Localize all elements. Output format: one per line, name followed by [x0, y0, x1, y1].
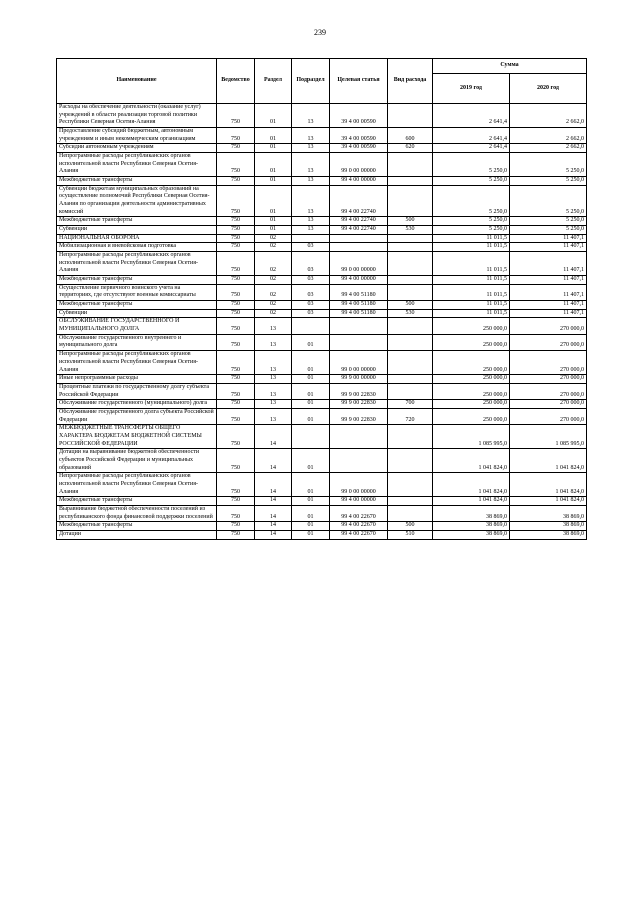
row-target: 99 4 00 00000	[330, 276, 388, 285]
row-section: 02	[255, 276, 292, 285]
row-subsection: 01	[292, 408, 330, 424]
row-value-2019: 11 011,5	[433, 276, 510, 285]
row-target: 99 4 00 22670	[330, 530, 388, 539]
row-subsection: 01	[292, 400, 330, 409]
row-subsection: 13	[292, 128, 330, 144]
row-name: Осуществление первичного воинского учета на территориях, где отсутствуют военные комиссариаты	[57, 284, 217, 300]
row-value-2019: 11 011,5	[433, 309, 510, 318]
row-subsection: 03	[292, 301, 330, 310]
row-subsection: 01	[292, 497, 330, 506]
row-target: 99 0 00 00000	[330, 252, 388, 276]
row-name: Непрограммные расходы республиканских органов исполнительной власти Республики Северная Осетия-Алания	[57, 351, 217, 375]
row-value-2020: 38 869,0	[510, 530, 587, 539]
row-expense: 510	[388, 530, 433, 539]
row-subsection: 13	[292, 104, 330, 128]
row-ministry: 750	[217, 530, 255, 539]
row-expense: 530	[388, 309, 433, 318]
row-expense	[388, 243, 433, 252]
row-ministry: 750	[217, 375, 255, 384]
row-ministry: 750	[217, 177, 255, 186]
row-section: 02	[255, 243, 292, 252]
row-subsection: 03	[292, 243, 330, 252]
row-value-2019: 250 000,0	[433, 318, 510, 334]
table-row	[57, 383, 587, 399]
row-expense	[388, 177, 433, 186]
row-expense	[388, 351, 433, 375]
row-name: Субвенции бюджетам муниципальных образований на осуществление полномочий Республики Северная Осетия-Алания по организации деятельности административных комиссий	[57, 185, 217, 217]
row-ministry: 750	[217, 234, 255, 243]
row-expense	[388, 505, 433, 521]
row-value-2020: 11 407,1	[510, 301, 587, 310]
row-name: Выравнивание бюджетной обеспеченности поселений из республиканского фонда финансовой поддержки поселений	[57, 505, 217, 521]
row-value-2020: 270 000,0	[510, 383, 587, 399]
row-target: 39 4 00 00590	[330, 104, 388, 128]
row-expense: 600	[388, 128, 433, 144]
row-name: Дотации	[57, 530, 217, 539]
row-value-2019: 1 041 824,0	[433, 473, 510, 497]
row-value-2019: 5 250,0	[433, 177, 510, 186]
row-expense	[388, 276, 433, 285]
table-row	[57, 217, 587, 226]
header-name: Наименование	[57, 59, 217, 104]
row-target: 99 4 00 51180	[330, 301, 388, 310]
row-value-2019: 2 641,4	[433, 144, 510, 153]
row-target: 99 4 00 51180	[330, 309, 388, 318]
row-value-2020: 1 041 824,0	[510, 497, 587, 506]
row-section: 13	[255, 318, 292, 334]
page-number: 239	[314, 28, 326, 37]
row-value-2020: 5 250,0	[510, 153, 587, 177]
row-section: 13	[255, 351, 292, 375]
table-row	[57, 243, 587, 252]
row-value-2019: 2 641,4	[433, 128, 510, 144]
row-ministry: 750	[217, 449, 255, 473]
row-section: 14	[255, 497, 292, 506]
row-section: 01	[255, 185, 292, 217]
row-name: Расходы на обеспечение деятельности (оказание услуг) учреждений в области реализации торговой политики Республики Северная Осетия-Алания	[57, 104, 217, 128]
header-target: Целевая статья	[330, 59, 388, 104]
row-target	[330, 243, 388, 252]
row-target	[330, 449, 388, 473]
row-value-2020: 270 000,0	[510, 351, 587, 375]
row-expense: 500	[388, 217, 433, 226]
row-ministry: 750	[217, 383, 255, 399]
row-target: 99 0 00 00000	[330, 153, 388, 177]
row-name: Непрограммные расходы республиканских органов исполнительной власти Республики Северная Осетия-Алания	[57, 252, 217, 276]
row-expense	[388, 284, 433, 300]
row-target	[330, 334, 388, 350]
row-value-2019: 11 011,5	[433, 243, 510, 252]
row-expense	[388, 425, 433, 449]
row-value-2019: 250 000,0	[433, 375, 510, 384]
row-section: 14	[255, 530, 292, 539]
row-section: 13	[255, 383, 292, 399]
row-value-2019: 5 250,0	[433, 217, 510, 226]
table-row	[57, 449, 587, 473]
row-value-2019: 5 250,0	[433, 153, 510, 177]
row-value-2020: 5 250,0	[510, 217, 587, 226]
row-subsection: 01	[292, 449, 330, 473]
row-name: МЕЖБЮДЖЕТНЫЕ ТРАНСФЕРТЫ ОБЩЕГО ХАРАКТЕРА БЮДЖЕТАМ БЮДЖЕТНОЙ СИСТЕМЫ РОССИЙСКОЙ ФЕДЕРАЦИИ	[57, 425, 217, 449]
row-section: 02	[255, 284, 292, 300]
row-name: Непрограммные расходы республиканских органов исполнительной власти Республики Северная Осетия-Алания	[57, 153, 217, 177]
row-name: Субвенции	[57, 309, 217, 318]
table-row	[57, 185, 587, 217]
row-name: Дотации на выравнивание бюджетной обеспеченности субъектов Российской Федерации и муниципальных образований	[57, 449, 217, 473]
row-expense: 500	[388, 522, 433, 531]
row-ministry: 750	[217, 473, 255, 497]
row-value-2020: 1 041 824,0	[510, 473, 587, 497]
row-value-2019: 11 011,5	[433, 284, 510, 300]
row-target	[330, 234, 388, 243]
row-expense	[388, 234, 433, 243]
row-name: Субвенции	[57, 226, 217, 235]
row-subsection: 13	[292, 226, 330, 235]
row-target: 99 9 00 22830	[330, 383, 388, 399]
row-target: 99 9 00 00000	[330, 375, 388, 384]
row-value-2019: 38 869,0	[433, 530, 510, 539]
row-expense	[388, 497, 433, 506]
row-ministry: 750	[217, 276, 255, 285]
row-name: Субсидии автономным учреждениям	[57, 144, 217, 153]
table-row	[57, 334, 587, 350]
table-header	[57, 59, 587, 104]
row-ministry: 750	[217, 425, 255, 449]
row-target: 99 4 00 22740	[330, 226, 388, 235]
row-section: 01	[255, 144, 292, 153]
row-ministry: 750	[217, 128, 255, 144]
row-name: Межбюджетные трансферты	[57, 177, 217, 186]
row-ministry: 750	[217, 522, 255, 531]
row-section: 13	[255, 334, 292, 350]
row-subsection: 03	[292, 252, 330, 276]
row-value-2019: 5 250,0	[433, 185, 510, 217]
row-subsection: 03	[292, 309, 330, 318]
row-section: 14	[255, 522, 292, 531]
row-value-2019: 1 041 824,0	[433, 449, 510, 473]
row-ministry: 750	[217, 334, 255, 350]
row-section: 14	[255, 505, 292, 521]
table-row	[57, 153, 587, 177]
table-row	[57, 522, 587, 531]
row-subsection: 13	[292, 185, 330, 217]
row-subsection	[292, 318, 330, 334]
row-name: ОБСЛУЖИВАНИЕ ГОСУДАРСТВЕННОГО И МУНИЦИПАЛЬНОГО ДОЛГА	[57, 318, 217, 334]
header-subsection: Подраздел	[292, 59, 330, 104]
row-target: 39 4 00 00590	[330, 128, 388, 144]
row-subsection: 01	[292, 505, 330, 521]
row-value-2020: 5 250,0	[510, 185, 587, 217]
row-name: Обслуживание государственного внутреннего и муниципального долга	[57, 334, 217, 350]
row-target: 99 4 00 00000	[330, 497, 388, 506]
row-subsection: 13	[292, 153, 330, 177]
row-value-2019: 250 000,0	[433, 334, 510, 350]
row-value-2020: 2 662,0	[510, 104, 587, 128]
table-row	[57, 425, 587, 449]
row-value-2020: 5 250,0	[510, 226, 587, 235]
row-value-2019: 2 641,4	[433, 104, 510, 128]
row-value-2020: 11 407,1	[510, 284, 587, 300]
row-subsection: 03	[292, 276, 330, 285]
row-value-2020: 2 662,0	[510, 128, 587, 144]
row-target: 99 4 00 22670	[330, 505, 388, 521]
header-sum: Сумма	[433, 59, 587, 74]
row-target: 99 0 00 00000	[330, 351, 388, 375]
row-value-2019: 1 085 995,0	[433, 425, 510, 449]
table-row	[57, 497, 587, 506]
row-value-2019: 250 000,0	[433, 351, 510, 375]
row-section: 13	[255, 400, 292, 409]
row-subsection: 01	[292, 383, 330, 399]
row-value-2019: 250 000,0	[433, 383, 510, 399]
row-subsection: 01	[292, 522, 330, 531]
row-section: 02	[255, 301, 292, 310]
row-expense: 530	[388, 226, 433, 235]
table-row	[57, 530, 587, 539]
row-value-2020: 11 407,1	[510, 243, 587, 252]
header-expense: Вид расхода	[388, 59, 433, 104]
row-value-2020: 1 085 995,0	[510, 425, 587, 449]
row-section: 01	[255, 217, 292, 226]
row-ministry: 750	[217, 252, 255, 276]
row-target: 99 0 00 00000	[330, 473, 388, 497]
row-ministry: 750	[217, 497, 255, 506]
row-ministry: 750	[217, 318, 255, 334]
row-name: Мобилизационная и вневойсковая подготовка	[57, 243, 217, 252]
header-ministry: Ведомство	[217, 59, 255, 104]
row-section: 01	[255, 128, 292, 144]
table-row	[57, 505, 587, 521]
row-expense	[388, 375, 433, 384]
row-subsection	[292, 234, 330, 243]
row-expense	[388, 252, 433, 276]
row-subsection: 13	[292, 144, 330, 153]
table-row	[57, 375, 587, 384]
row-subsection: 13	[292, 177, 330, 186]
row-name: Межбюджетные трансферты	[57, 497, 217, 506]
table-row	[57, 276, 587, 285]
row-value-2020: 5 250,0	[510, 177, 587, 186]
row-target: 99 9 00 22830	[330, 408, 388, 424]
budget-table	[56, 58, 587, 540]
row-section: 02	[255, 309, 292, 318]
row-ministry: 750	[217, 351, 255, 375]
table-row	[57, 301, 587, 310]
row-ministry: 750	[217, 185, 255, 217]
row-ministry: 750	[217, 301, 255, 310]
row-value-2020: 2 662,0	[510, 144, 587, 153]
row-expense	[388, 104, 433, 128]
row-value-2020: 270 000,0	[510, 318, 587, 334]
row-expense: 620	[388, 144, 433, 153]
row-subsection	[292, 425, 330, 449]
row-expense	[388, 334, 433, 350]
row-target: 99 4 00 22740	[330, 217, 388, 226]
row-section: 01	[255, 177, 292, 186]
table-row	[57, 226, 587, 235]
row-ministry: 750	[217, 226, 255, 235]
row-ministry: 750	[217, 217, 255, 226]
row-expense: 700	[388, 400, 433, 409]
row-target	[330, 425, 388, 449]
row-ministry: 750	[217, 243, 255, 252]
row-target: 99 4 00 22740	[330, 185, 388, 217]
row-name: НАЦИОНАЛЬНАЯ ОБОРОНА	[57, 234, 217, 243]
header-2019: 2019 год	[433, 74, 510, 104]
row-value-2019: 1 041 824,0	[433, 497, 510, 506]
row-expense	[388, 185, 433, 217]
table-row	[57, 400, 587, 409]
row-expense: 500	[388, 301, 433, 310]
row-ministry: 750	[217, 505, 255, 521]
row-section: 02	[255, 252, 292, 276]
row-ministry: 750	[217, 408, 255, 424]
row-value-2019: 11 011,5	[433, 301, 510, 310]
row-target: 99 4 00 22670	[330, 522, 388, 531]
table-row	[57, 234, 587, 243]
row-name: Процентные платежи по государственному долгу субъекта Российской Федерации	[57, 383, 217, 399]
row-ministry: 750	[217, 153, 255, 177]
table-body	[57, 104, 587, 540]
table-row	[57, 252, 587, 276]
row-name: Обслуживание государственного долга субъекта Российской Федерации	[57, 408, 217, 424]
row-expense	[388, 383, 433, 399]
row-value-2019: 38 869,0	[433, 522, 510, 531]
row-value-2019: 38 869,0	[433, 505, 510, 521]
row-value-2020: 38 869,0	[510, 522, 587, 531]
row-name: Предоставление субсидий бюджетным, автономным учреждениям и иным некоммерческим организациям	[57, 128, 217, 144]
row-ministry: 750	[217, 284, 255, 300]
row-value-2020: 38 869,0	[510, 505, 587, 521]
row-expense	[388, 153, 433, 177]
row-name: Межбюджетные трансферты	[57, 217, 217, 226]
row-section: 01	[255, 104, 292, 128]
row-ministry: 750	[217, 144, 255, 153]
row-name: Межбюджетные трансферты	[57, 522, 217, 531]
table-row	[57, 318, 587, 334]
row-value-2020: 270 000,0	[510, 400, 587, 409]
row-target	[330, 318, 388, 334]
row-name: Межбюджетные трансферты	[57, 276, 217, 285]
row-section: 14	[255, 425, 292, 449]
row-value-2019: 11 011,5	[433, 252, 510, 276]
row-section: 01	[255, 226, 292, 235]
row-section: 13	[255, 375, 292, 384]
row-name: Межбюджетные трансферты	[57, 301, 217, 310]
row-value-2019: 250 000,0	[433, 408, 510, 424]
row-section: 14	[255, 473, 292, 497]
table-row	[57, 309, 587, 318]
table-row	[57, 104, 587, 128]
row-target: 99 4 00 00000	[330, 177, 388, 186]
row-ministry: 750	[217, 400, 255, 409]
row-target: 39 4 00 00590	[330, 144, 388, 153]
row-subsection: 01	[292, 351, 330, 375]
row-subsection: 01	[292, 530, 330, 539]
row-section: 01	[255, 153, 292, 177]
row-subsection: 01	[292, 473, 330, 497]
row-subsection: 01	[292, 334, 330, 350]
row-value-2020: 11 407,1	[510, 309, 587, 318]
row-value-2019: 250 000,0	[433, 400, 510, 409]
row-value-2020: 270 000,0	[510, 375, 587, 384]
row-target: 99 9 00 22830	[330, 400, 388, 409]
table-row	[57, 473, 587, 497]
row-subsection: 01	[292, 375, 330, 384]
row-section: 14	[255, 449, 292, 473]
row-section: 13	[255, 408, 292, 424]
row-value-2019: 11 011,5	[433, 234, 510, 243]
row-ministry: 750	[217, 309, 255, 318]
row-value-2020: 11 407,1	[510, 276, 587, 285]
row-value-2020: 11 407,1	[510, 252, 587, 276]
header-section: Раздел	[255, 59, 292, 104]
row-subsection: 13	[292, 217, 330, 226]
row-subsection: 03	[292, 284, 330, 300]
row-expense	[388, 449, 433, 473]
row-expense	[388, 473, 433, 497]
row-value-2019: 5 250,0	[433, 226, 510, 235]
row-section: 02	[255, 234, 292, 243]
row-value-2020: 270 000,0	[510, 334, 587, 350]
table-row	[57, 408, 587, 424]
header-2020: 2020 год	[510, 74, 587, 104]
row-value-2020: 11 407,1	[510, 234, 587, 243]
table-row	[57, 177, 587, 186]
row-target: 99 4 00 51180	[330, 284, 388, 300]
row-name: Обслуживание государственного (муниципального) долга	[57, 400, 217, 409]
row-name: Иные непрограммные расходы	[57, 375, 217, 384]
row-value-2020: 1 041 824,0	[510, 449, 587, 473]
table-row	[57, 128, 587, 144]
row-expense	[388, 318, 433, 334]
row-expense: 720	[388, 408, 433, 424]
table-row	[57, 351, 587, 375]
row-ministry: 750	[217, 104, 255, 128]
row-value-2020: 270 000,0	[510, 408, 587, 424]
table-row	[57, 144, 587, 153]
table-row	[57, 284, 587, 300]
row-name: Непрограммные расходы республиканских органов исполнительной власти Республики Северная Осетия-Алания	[57, 473, 217, 497]
